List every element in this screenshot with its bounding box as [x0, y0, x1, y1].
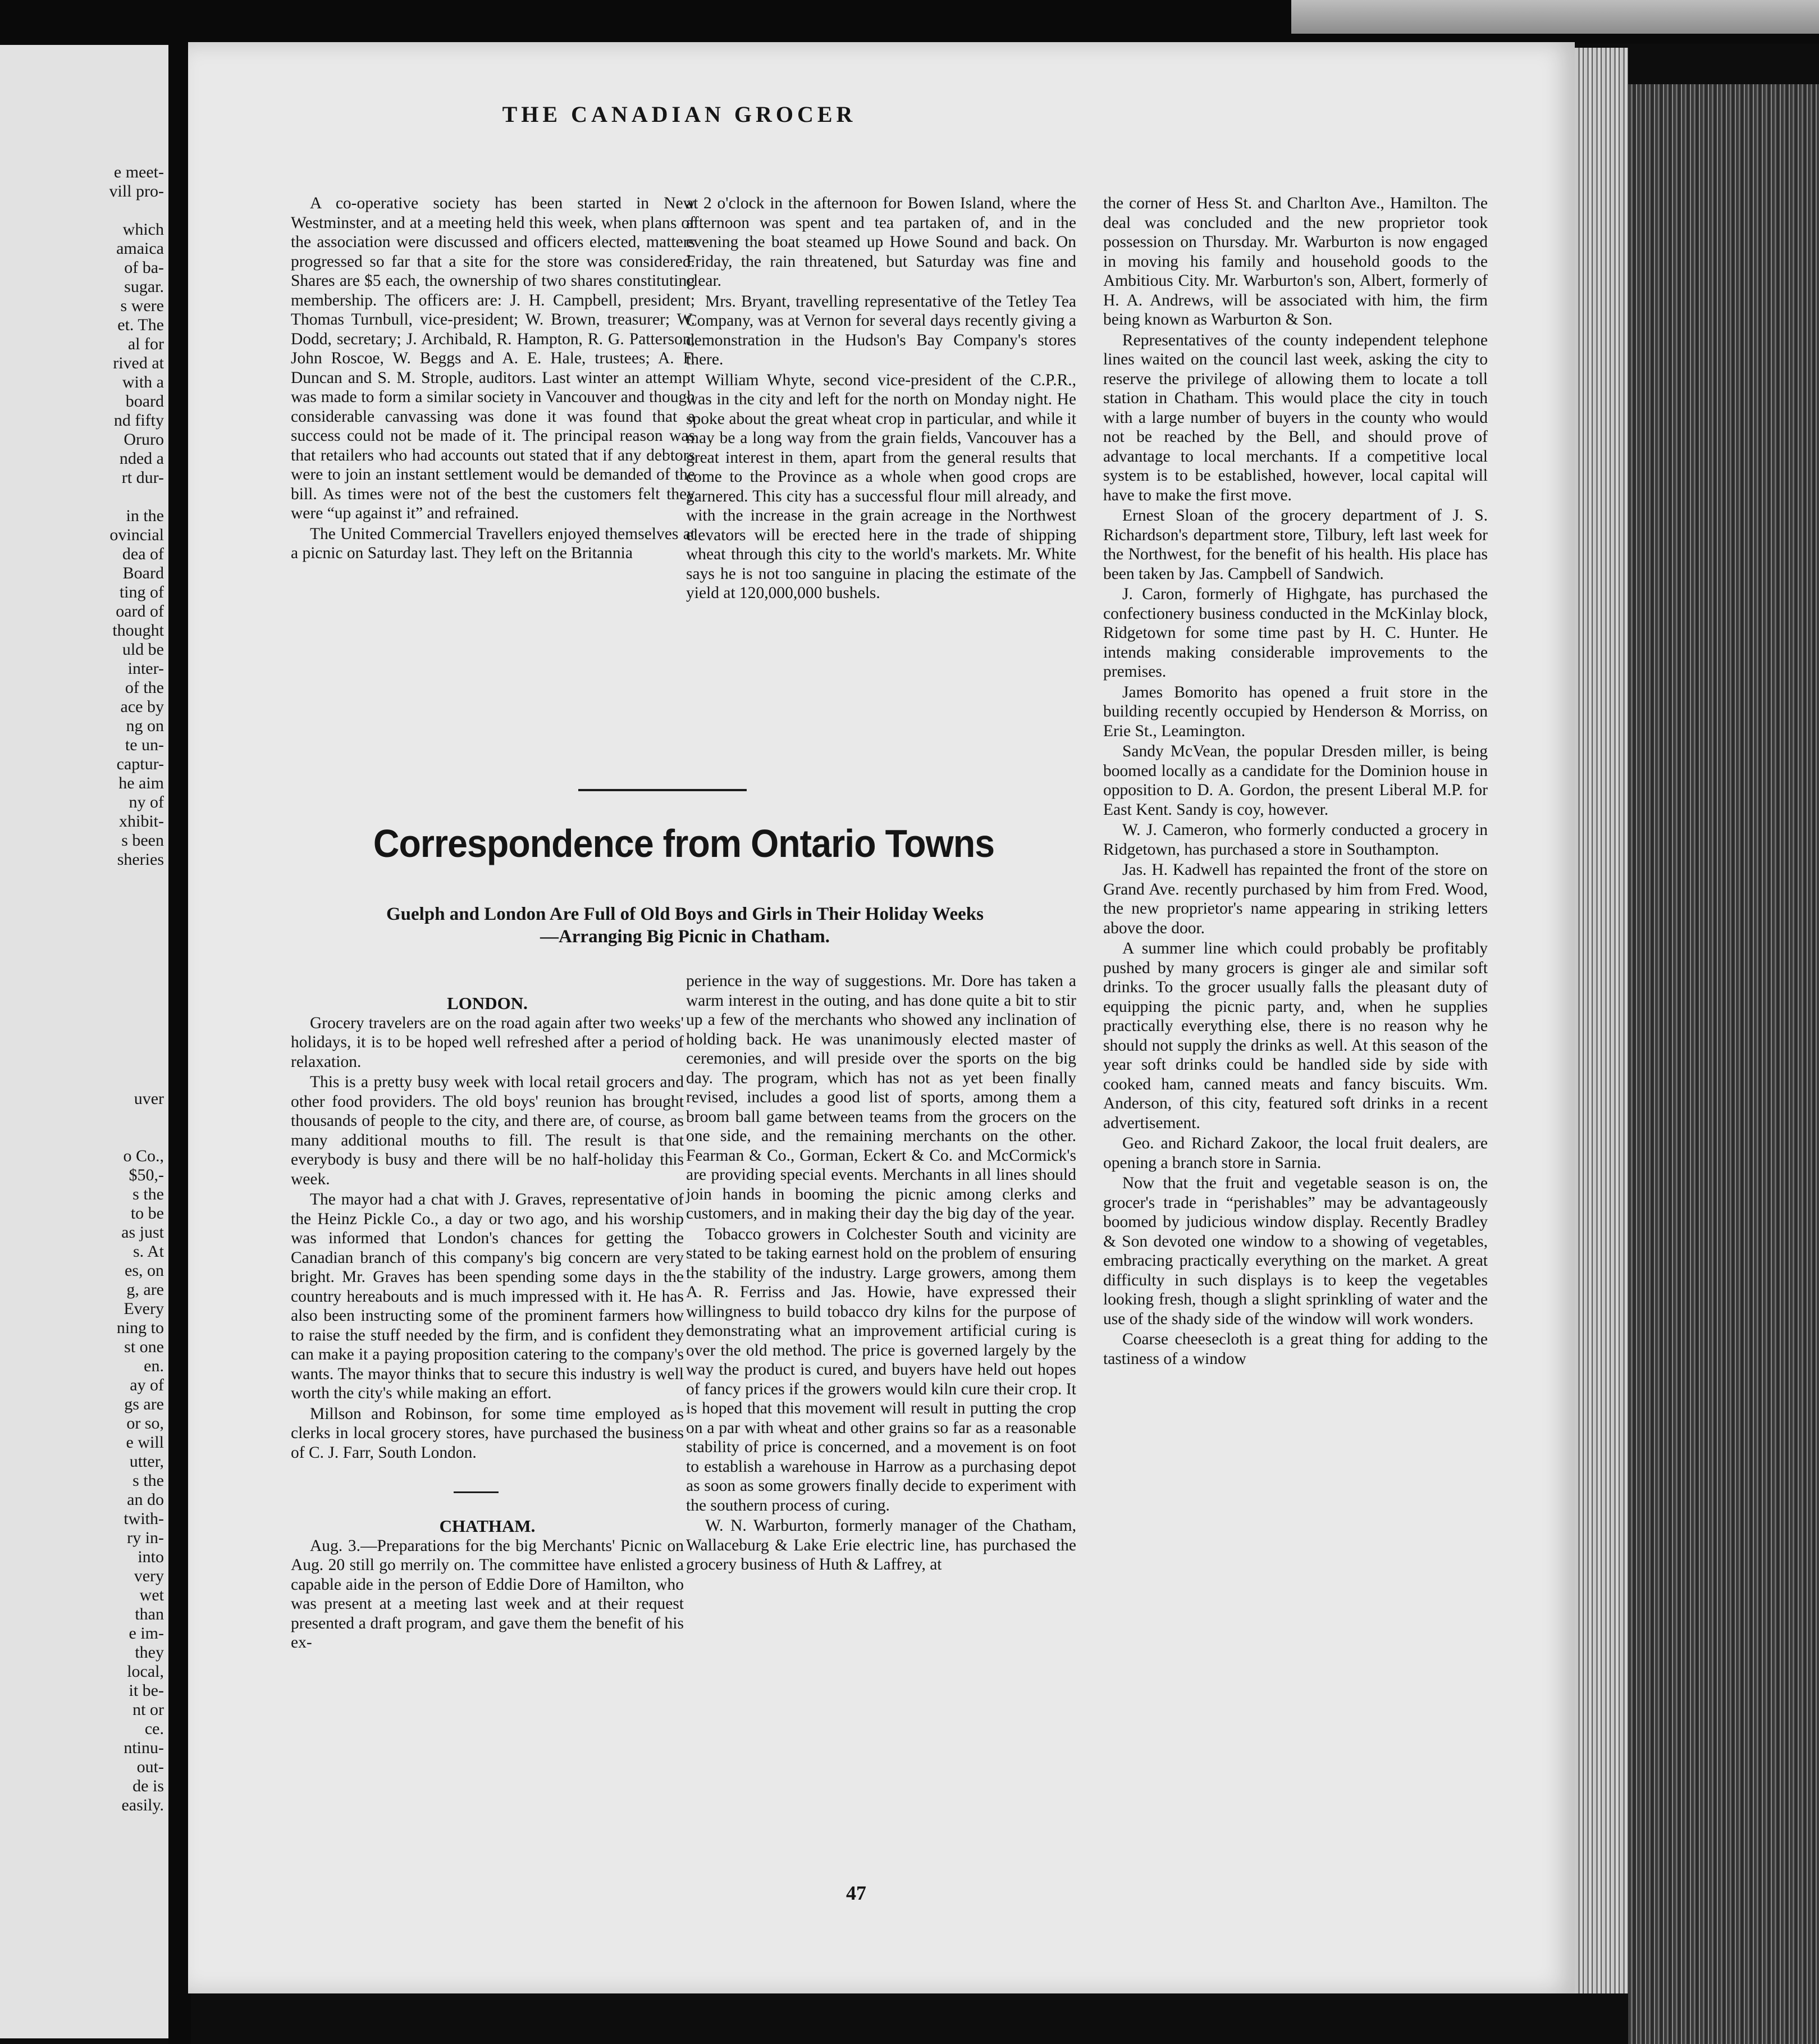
facing-page-line: thought — [112, 621, 164, 640]
facing-page-line: ace by — [120, 697, 164, 716]
facing-page-line: inter- — [127, 659, 164, 678]
subtitle-line-2: —Arranging Big Picnic in Chatham. — [540, 927, 830, 947]
section-divider-rule — [578, 789, 747, 791]
col2-paragraph: William Whyte, second vice-president of the C.P.R., was in the city and left for the north on Monday night. He spoke about the great wheat crop in particular, and while it may be a long way from the grain fields, Vancouver has a great interest in them, apart from the general results that come to the Province as a whole when good crops are garnered. This city has a successful flour mill already, and with the increase in the grain acreage in the Northwest elevators will be erected here in the trade of shipping wheat through this city to the world's markets. Mr. White says he is not too sanguine in placing the estimate of the yield at 120,000,000 bushels. — [686, 371, 1076, 602]
article-subtitle — [264, 903, 1106, 948]
book-edge — [1628, 84, 1819, 2044]
col3-paragraph: J. Caron, formerly of Highgate, has purchased the confectionery business conducted in the McKinlay block, Ridgetown for some time past by H. C. Hunter. He intends making considerable improvements to the premises. — [1103, 585, 1488, 681]
col3-paragraph: Jas. H. Kadwell has repainted the front of the store on Grand Ave. recently purchased by him from Fred. Wood, the new proprietor's name appearing in striking letters above the door. — [1103, 861, 1488, 937]
facing-page-line: local, — [127, 1662, 164, 1681]
col3-paragraph: Geo. and Richard Zakoor, the local fruit dealers, are opening a branch store in Sarnia. — [1103, 1134, 1488, 1172]
facing-page-line: en. — [144, 1357, 164, 1375]
small-divider — [454, 1491, 499, 1493]
facing-page-line: s. At — [132, 1242, 164, 1261]
facing-page-line: s the — [132, 1471, 164, 1490]
facing-page-line: rived at — [113, 354, 164, 372]
col3-paragraph: Coarse cheesecloth is a great thing for adding to the tastiness of a window — [1103, 1330, 1488, 1368]
facing-page-line: they — [135, 1643, 164, 1662]
column-3 — [1103, 194, 1488, 1368]
col2b-paragraph: perience in the way of suggestions. Mr. Dore has taken a warm interest in the outing, and has done quite a bit to stir up a few of the merchants who showed any inclination of holding back. He was unanimously elected master of ceremonies, and will preside over the sports on the big day. The program, which has not as yet been finally revised, includes a good list of sports, among them a broom ball game between teams from the grocers on the one side, and the remaining merchants on the other. Fearman & Co., Gorman, Eckert & Co. and McCormick's are providing special events. Merchants in all lines should join hands in booming the picnic among clerks and customers, and in making their day the big day of the year. — [686, 972, 1076, 1222]
col3-paragraph: the corner of Hess St. and Charlton Ave., Hamilton. The deal was concluded and the new proprietor took possession on Thursday. Mr. Warburton is now engaged in moving his family and household goods to the Ambitious City. Mr. Warburton's son, Albert, formerly of H. A. Andrews, will be associated with him, the firm being known as Warburton & Son. — [1103, 194, 1488, 328]
chatham-paragraph: Aug. 3.—Preparations for the big Merchants' Picnic on Aug. 20 still go merrily on. The committee have enlisted a capable aide in the person of Eddie Dore of Hamilton, who was present at a meeting last week and at their request presented a draft program, and gave them the benefit of his ex- — [291, 1536, 684, 1651]
facing-page-line: ting of — [119, 583, 164, 601]
facing-page-line: sugar. — [124, 277, 164, 296]
facing-page-line: uver — [134, 1089, 164, 1108]
chatham-heading: CHATHAM. — [439, 1516, 536, 1536]
facing-page-line: nd fifty — [113, 411, 164, 430]
col2b-paragraph: Tobacco growers in Colchester South and vicinity are stated to be taking earnest hold on the problem of ensuring the stability of the industry. Large growers, among them A. R. Ferriss and Jas. Howie, have expressed their willingness to build tobacco dry kilns for the purpose of demonstrating what an improvement artificial curing is over the old method. The price is governed largely by the way the product is cured, and buyers have held out hopes of fancy prices if the growers would kiln cure their crop. It is hoped that this movement will result in putting the crop on a par with wheat and other grains so far as a reasonable stability of price is concerned, and a movement is on foot to establish a warehouse in Harrow as a purchasing depot as soon as some growers finally decide to experiment with the southern process of curing. — [686, 1225, 1076, 1514]
facing-page-line: e will — [126, 1433, 164, 1452]
facing-page-line: out- — [136, 1758, 164, 1776]
facing-page-line: e meet- — [113, 163, 164, 181]
facing-page-line: it be- — [129, 1681, 164, 1700]
facing-page-line: Oruro — [124, 430, 164, 449]
london-paragraph: Grocery travelers are on the road again after two weeks' holidays, it is to be hoped well refreshed after a period of relaxation. — [291, 1014, 684, 1071]
col3-paragraph: Now that the fruit and vegetable season is on, the grocer's trade in “perishables” may be advantageously boomed by judicious window display. Recently Bradley & Son devoted one window to a showing of vegetables, embracing practically everything on the market. A great difficulty in such displays is to keep the vegetables looking fresh, though a slight sprinkling of water and the use of the shady side of the window will work wonders. — [1103, 1174, 1488, 1328]
facing-page-line: than — [135, 1605, 164, 1623]
facing-page-line: oard of — [116, 602, 164, 620]
facing-page-line: wet — [139, 1586, 164, 1604]
london-paragraph: The mayor had a chat with J. Graves, representative of the Heinz Pickle Co., a day or two ago, and his worship was informed that London's chances for getting the Canadian branch of this company's big concern are very bright. Mr. Graves has been spending some days in the country hereabouts and is much impressed with it. He has also been instructing some of the prominent farmers how to raise the stuff needed by the firm, and is confident they can make it a paying proposition catering to the company's wants. The mayor thinks that to secure this industry is well worth the city's while making an effort. — [291, 1190, 684, 1402]
facing-page-line: e im- — [129, 1624, 164, 1642]
facing-page-line: g, are — [126, 1280, 164, 1299]
facing-page-line: captur- — [116, 755, 164, 773]
col2b-paragraph: W. N. Warburton, formerly manager of the Chatham, Wallaceburg & Lake Erie electric line, has purchased the grocery business of Huth & Laffrey, at — [686, 1517, 1076, 1573]
facing-page-line: of the — [125, 678, 164, 697]
facing-page-line: utter, — [129, 1452, 164, 1471]
column-2-top — [686, 194, 1076, 603]
col3-paragraph: A summer line which could probably be profitably pushed by many grocers is ginger ale and similar soft drinks. To the grocer usually falls the pleasant duty of equipping the picnic party, and, when he supplies practically everything else, there is no reason why he should not supply the drinks as well. At this season of the year soft drinks could be handled side by side with cooked ham, canned meats and fancy biscuits. Wm. Anderson, of this city, featured soft drinks in a recent advertisement. — [1103, 939, 1488, 1132]
facing-page-line: ry in- — [127, 1529, 164, 1547]
facing-page-line: nt or — [132, 1700, 164, 1719]
facing-page-line: s been — [121, 831, 164, 850]
col3-paragraph: Representatives of the county independent telephone lines waited on the council last week, asking the city to reserve the privilege of allowing them to locate a toll station in Chatham. This would place the city in touch with a large number of buyers in the county who would not be reached by the Bell, and should prove of advantage to local merchants. If a competitive local system is to be established, however, local capital will have to make the first move. — [1103, 331, 1488, 504]
facing-page-line: o Co., — [123, 1147, 164, 1165]
subtitle-line-1: Guelph and London Are Full of Old Boys and Girls in Their Holiday Weeks — [386, 904, 984, 924]
facing-page-line: with a — [122, 373, 164, 391]
col2-paragraph: at 2 o'clock in the afternoon for Bowen Island, where the afternoon was spent and tea partaken of, and in the evening the boat steamed up Howe Sound and back. On Friday, the rain threatened, but Saturday was fine and clear. — [686, 194, 1076, 290]
facing-page-line: easily. — [121, 1796, 164, 1814]
facing-page-line: ce. — [144, 1719, 164, 1738]
column-1-bottom — [291, 994, 684, 1653]
facing-page-line: ng on — [126, 717, 164, 735]
page-edges — [1575, 48, 1628, 1993]
scan-top-border — [0, 0, 1819, 44]
col2-paragraph: Mrs. Bryant, travelling representative of the Tetley Tea Company, was at Vernon for several days recently giving a demonstration in the Hudson's Bay Company's stores there. — [686, 292, 1076, 368]
facing-page-line: rt dur- — [121, 468, 164, 487]
facing-page-line: in the — [126, 507, 164, 525]
facing-page-line: es, on — [125, 1261, 164, 1280]
chatham-body — [291, 1536, 684, 1653]
facing-page-line: amaica — [116, 239, 164, 258]
facing-page-line: sheries — [117, 850, 164, 869]
column-1-top — [291, 194, 695, 563]
facing-page-line: Every — [124, 1299, 164, 1318]
col1-paragraph: A co-operative society has been started in New Westminster, and at a meeting held this week, when plans of the association were discussed and officers elected, matters progressed so far that a site for the store was considered. Shares are $5 each, the ownership of two shares constituting membership. The officers are: J. H. Campbell, president; Thomas Turnbull, vice-president; W. Brown, treasurer; W. Dodd, secretary; J. Archibald, R. Hampton, R. G. Patterson, John Roscoe, W. Beggs and A. E. Hale, trustees; A. F. Duncan and S. M. Strople, auditors. Last winter an attempt was made to form a similar society in Vancouver and though considerable canvassing was done it was found that a success could not be made of it. The principal reason was that retailers who had accounts out stated that if any debtors were to join an instant settlement would be demanded of the bill. As times were not of the best the customers felt they were “up against it” and refrained. — [291, 194, 695, 522]
facing-page-line: ntinu- — [124, 1739, 164, 1757]
facing-page-line: he aim — [118, 774, 164, 792]
article-title: Correspondence from Ontario Towns — [373, 822, 995, 865]
facing-page-line: al for — [127, 335, 164, 353]
facing-page-line: s were — [120, 296, 164, 315]
facing-page-line: nded a — [119, 449, 164, 468]
facing-page-line: as just — [121, 1223, 164, 1242]
facing-page-line: ay of — [130, 1376, 164, 1394]
running-header: THE CANADIAN GROCER — [502, 102, 857, 127]
facing-page-line: $50,- — [129, 1166, 164, 1184]
page-number: 47 — [846, 1882, 866, 1904]
facing-page-fragment — [0, 45, 168, 2038]
facing-page-line: st one — [124, 1338, 164, 1356]
facing-page-line: te un- — [125, 736, 164, 754]
facing-page-line: de is — [132, 1777, 164, 1795]
london-paragraph: This is a pretty busy week with local retail grocers and other food providers. The old boys' reunion has brought thousands of people to the city, and there are, of course, as many additional mouths to fill. The result is that everybody is busy and there will be no half-holiday this week. — [291, 1073, 684, 1188]
facing-page-line: Board — [122, 564, 164, 582]
facing-page-line: twith- — [124, 1509, 164, 1528]
facing-page-line: or so, — [126, 1414, 164, 1432]
london-body — [291, 1014, 684, 1463]
column-2-bottom — [686, 971, 1076, 1575]
facing-page-line: very — [134, 1567, 164, 1585]
col1-paragraph: The United Commercial Travellers enjoyed themselves at a picnic on Saturday last. They left on the Britannia — [291, 524, 695, 562]
book-gutter — [168, 39, 191, 2044]
col3-paragraph: James Bomorito has opened a fruit store in the building recently occupied by Henderson & Morriss, on Erie St., Leamington. — [1103, 683, 1488, 740]
facing-page-line: s the — [132, 1185, 164, 1203]
facing-page-line: ny of — [129, 793, 164, 811]
london-heading: LONDON. — [447, 993, 528, 1013]
col3-paragraph: W. J. Cameron, who formerly conducted a grocery in Ridgetown, has purchased a store in Southampton. — [1103, 821, 1488, 859]
facing-page-line: to be — [130, 1204, 164, 1222]
facing-page-line: ovincial — [109, 526, 164, 544]
facing-page-line: uld be — [122, 640, 164, 659]
facing-page-line: of ba- — [124, 258, 164, 277]
col3-paragraph: Ernest Sloan of the grocery department of J. S. Richardson's department store, Tilbury, left last week for the Northwest, for the benefit of his health. His place has been taken by Jas. Campbell of Sandwich. — [1103, 507, 1488, 583]
facing-page-line: an do — [127, 1490, 164, 1509]
facing-page-line: board — [125, 392, 164, 410]
facing-page-line: xhibit- — [119, 812, 164, 831]
facing-page-line: gs are — [124, 1395, 164, 1413]
facing-page-line: which — [122, 220, 164, 239]
london-paragraph: Millson and Robinson, for some time employed as clerks in local grocery stores, have purchased the business of C. J. Farr, South London. — [291, 1404, 684, 1462]
col3-paragraph: Sandy McVean, the popular Dresden miller, is being boomed locally as a candidate for the Dominion house in opposition to D. A. Gordon, the present Liberal M.P. for East Kent. Sandy is coy, however. — [1103, 742, 1488, 819]
facing-page-line: dea of — [122, 545, 164, 563]
facing-page-line: vill pro- — [109, 182, 164, 200]
facing-page-line: into — [138, 1548, 164, 1566]
facing-page-line: ning to — [116, 1318, 164, 1337]
facing-page-line: et. The — [117, 316, 164, 334]
